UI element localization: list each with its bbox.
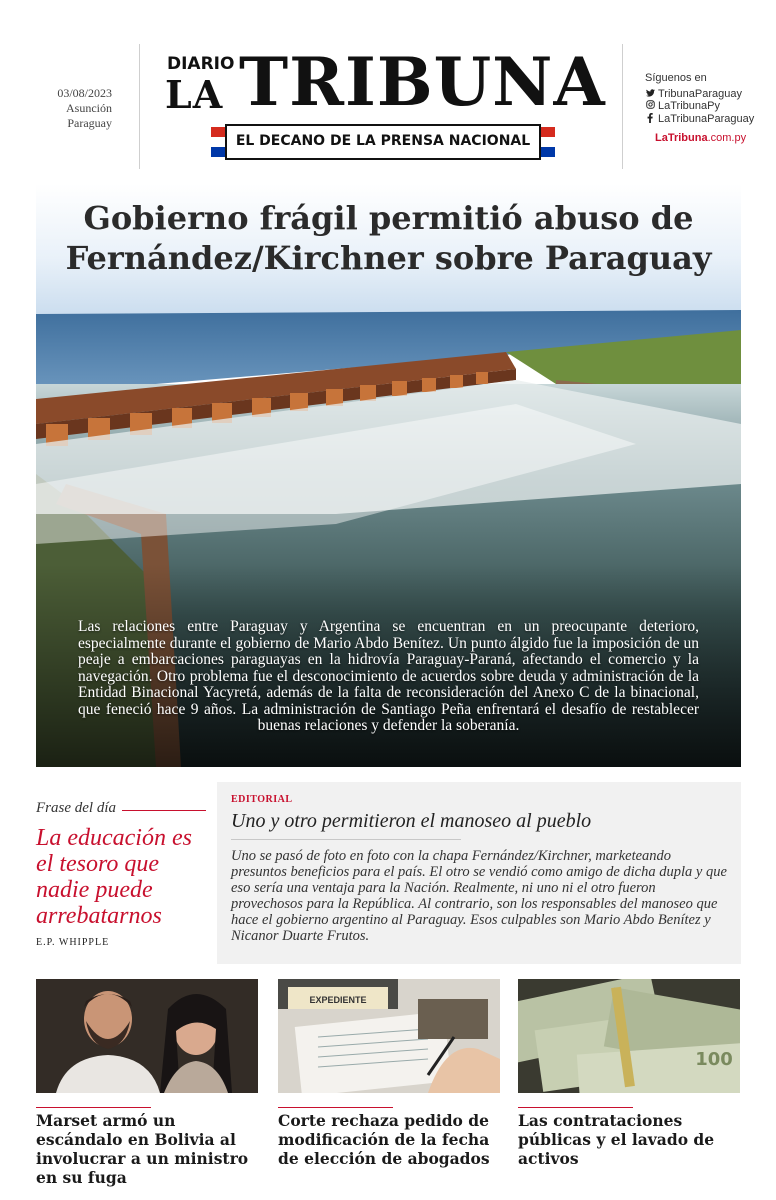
editorial-title[interactable]: Uno y otro permitieron el manoseo al pueblo <box>231 810 592 832</box>
quote-label-text: Frase del día <box>36 800 116 816</box>
photo-label: 100 <box>695 1049 733 1070</box>
divider <box>622 44 623 169</box>
slogan-text: EL DECANO DE LA PRENSA NACIONAL <box>225 124 541 160</box>
logo-la: LA <box>165 72 224 117</box>
website-link[interactable] <box>655 132 770 145</box>
story-title[interactable]: Marset armó un escándalo en Bolivia al involucrar a un ministro en su fuga <box>36 1111 249 1187</box>
divider <box>278 1107 393 1108</box>
story-card[interactable] <box>278 979 500 1168</box>
divider <box>36 1107 151 1108</box>
editorial-body: Uno se pasó de foto en foto con la chapa Fernández/Kirchner, marketeando presuntos beneficios para el país. El otro se vendió como amigo de dicha dupla y que eso sería una ventaja para la Nación. Realmente, ni uno ni el otro fueron provechosos para la República. Al contrario, son los responsables del manoseo que hace el gobierno argentino al Paraguay. Esos culpables son Mario Abdo Benítez y Nicanor Duarte Frutos. <box>231 848 727 944</box>
facebook-icon <box>645 113 655 127</box>
social-link-facebook[interactable] <box>645 113 770 127</box>
social-label: TribunaParaguay <box>658 87 742 100</box>
headline-line: Gobierno frágil permitió abuso de <box>83 199 694 237</box>
divider <box>122 810 206 811</box>
divider <box>231 839 461 840</box>
story-card[interactable] <box>518 979 740 1168</box>
instagram-icon <box>645 100 655 113</box>
story-photo <box>36 979 258 1093</box>
twitter-icon <box>645 88 655 101</box>
photo-label: EXPEDIENTE <box>309 995 367 1005</box>
masthead-header <box>0 0 776 180</box>
quote-label <box>36 800 206 817</box>
social-links <box>645 72 770 145</box>
social-link-instagram[interactable] <box>645 100 770 113</box>
slogan-banner <box>211 124 555 160</box>
story-photo <box>518 979 740 1093</box>
quote-of-the-day <box>36 800 206 948</box>
edition-country: Paraguay <box>67 116 112 130</box>
divider <box>518 1107 633 1108</box>
hero-summary: Las relaciones entre Paraguay y Argentina se encuentran en un preocupante deterioro, especialmente durante el gobierno de Mario Abdo Benítez. Un punto álgido fue la imposición de un peaje a embarcaciones paraguayas en la hidrovía Paraguay-Paraná, afectando el comercio y la navegación. Otro problema fue el desconocimiento de acuerdos sobre deuda y administración de la Entidad Binacional Yacyretá, además de la falta de reconsideración del Anexo C de la binacional, que feneció hace 9 años. La administración de Santiago Peña enfrentará el desafío de restablecer buenas relaciones y defender la soberanía. <box>78 618 699 734</box>
newspaper-logo[interactable] <box>165 43 606 168</box>
site-domain: .com.py <box>707 132 747 144</box>
logo-diario: DIARIO <box>167 54 235 74</box>
headline-line: Fernández/Kirchner sobre Paraguay <box>65 239 712 277</box>
editorial-label: EDITORIAL <box>231 794 293 805</box>
social-title: Síguenos en <box>645 72 707 84</box>
story-title[interactable]: Las contrataciones públicas y el lavado de activos <box>518 1111 715 1168</box>
editorial-box[interactable] <box>217 782 741 964</box>
hero-headline[interactable] <box>36 198 741 278</box>
edition-city: Asunción <box>66 101 112 115</box>
site-brand: LaTribuna <box>655 132 708 144</box>
story-card[interactable] <box>36 979 258 1187</box>
quote-author: E.P. WHIPPLE <box>36 937 110 948</box>
hero-story[interactable] <box>36 184 741 767</box>
social-label: LaTribunaParaguay <box>658 113 755 125</box>
social-label: LaTribunaPy <box>658 100 720 112</box>
story-title[interactable]: Corte rechaza pedido de modificación de la fecha de elección de abogados <box>278 1111 490 1168</box>
edition-info <box>40 86 112 131</box>
divider <box>139 44 140 169</box>
logo-tribuna: TRIBUNA <box>239 43 606 121</box>
social-link-twitter[interactable] <box>645 88 770 101</box>
story-photo <box>278 979 500 1093</box>
quote-text: La educación es el tesoro que nadie puede arrebatarnos <box>36 825 192 929</box>
edition-date: 03/08/2023 <box>57 86 112 100</box>
